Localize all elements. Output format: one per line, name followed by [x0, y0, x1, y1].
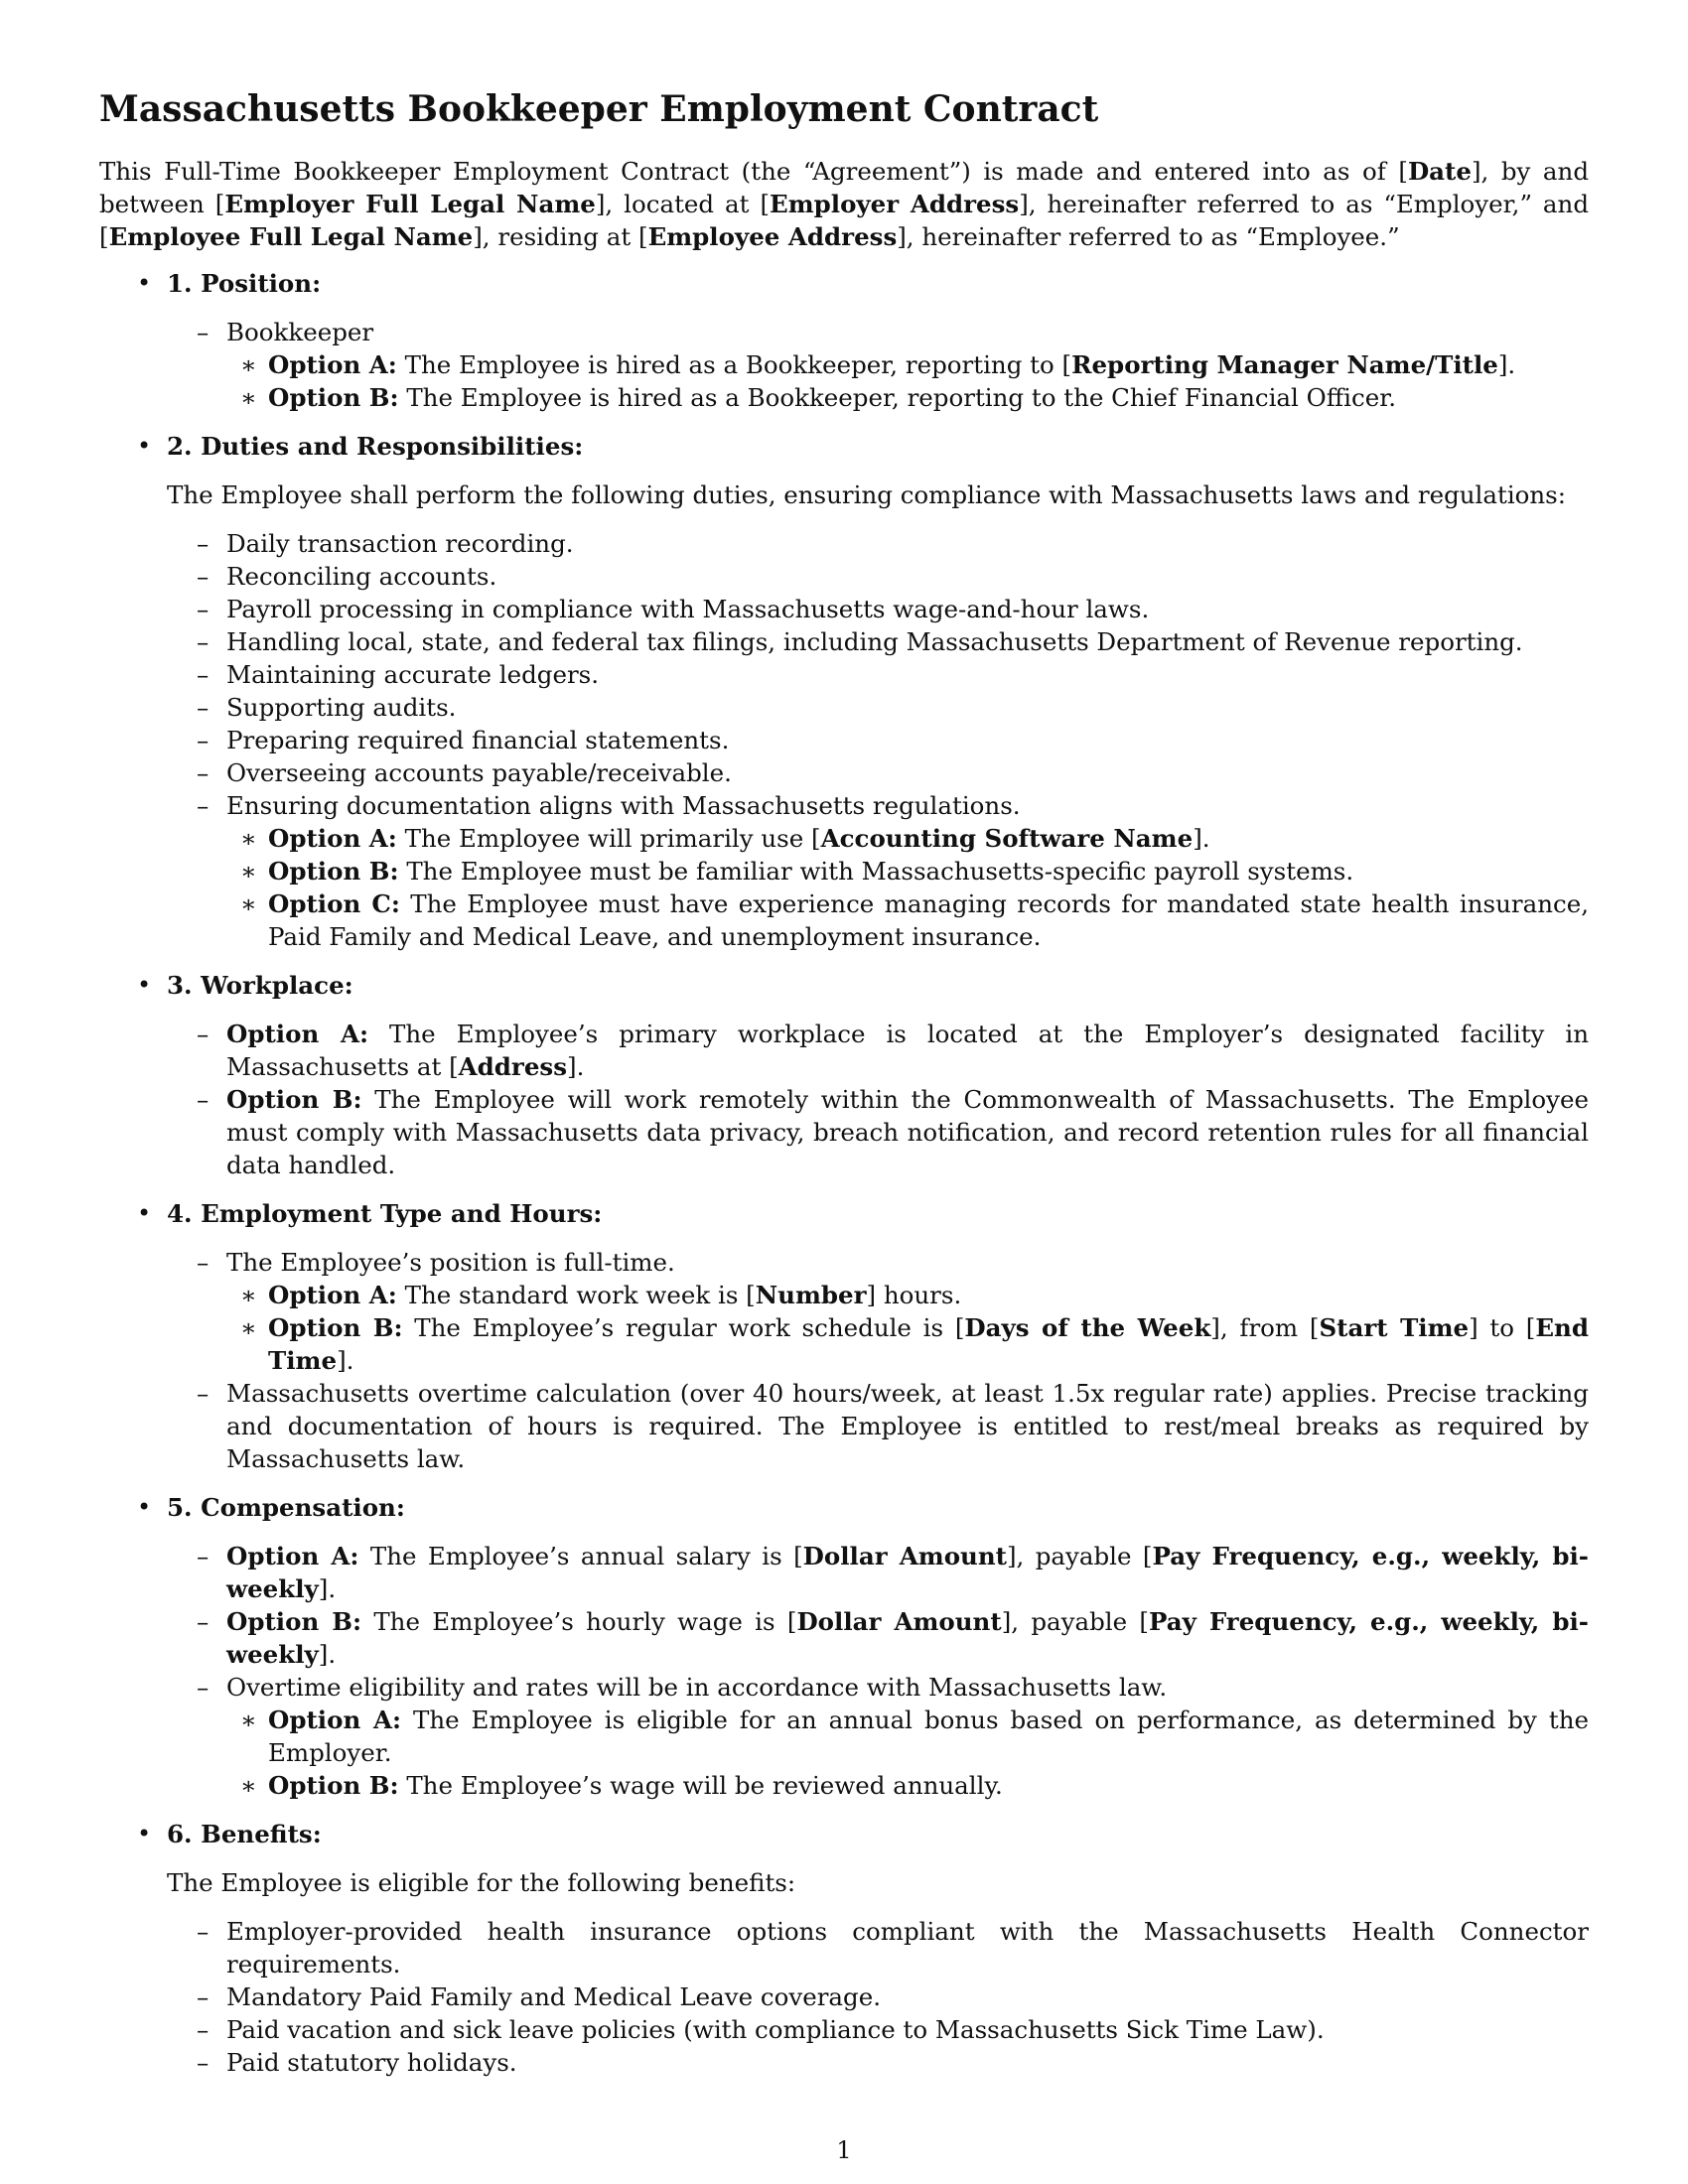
- placeholder-date: Date: [1407, 157, 1472, 186]
- option-label: Option A:: [268, 824, 397, 853]
- option-item: [165, 1540, 1589, 1605]
- section-workplace: [99, 969, 1589, 1181]
- list-item: – Handling local, state, and federal tax filings, including Massachusetts Department of Revenue reporting.: [165, 625, 1589, 658]
- option-text: The Employee’s primary workplace is located at the Employer’s designated facility in Massachusetts at [: [226, 1020, 1589, 1081]
- option-item: [216, 855, 1589, 887]
- option-label: Option B:: [226, 1607, 362, 1636]
- section-benefits: [99, 1818, 1589, 2079]
- intro-text: ], located at [: [595, 190, 771, 218]
- option-item: [216, 822, 1589, 855]
- section-title: • 2. Duties and Responsibilities:: [167, 432, 584, 461]
- option-text: The Employee must have experience managing records for mandated state health insurance, Paid Family and Medical Leave, and unemployment insurance.: [268, 889, 1589, 951]
- option-item: [216, 1704, 1589, 1769]
- list-item: – Payroll processing in compliance with Massachusetts wage-and-hour laws.: [165, 593, 1589, 625]
- sections-list: [99, 267, 1589, 2079]
- option-item: [216, 887, 1589, 953]
- option-item: [216, 1279, 1589, 1311]
- option-item: [165, 1605, 1589, 1671]
- option-label: Option B:: [226, 1085, 362, 1114]
- section-title: • 5. Compensation:: [167, 1493, 405, 1522]
- option-text: The Employee must be familiar with Massachusetts-specific payroll systems.: [398, 857, 1354, 886]
- placeholder-number: Number: [755, 1281, 867, 1309]
- list-item: – Mandatory Paid Family and Medical Leave coverage.: [165, 1980, 1589, 2013]
- option-text: The standard work week is [: [396, 1281, 756, 1309]
- option-text: The Employee’s regular work schedule is [: [402, 1313, 965, 1342]
- intro-text: ], hereinafter referred to as “Employee.”: [897, 222, 1400, 251]
- item-text: Overtime eligibility and rates will be in accordance with Massachusetts law.: [226, 1673, 1168, 1702]
- item-text: The Employee’s position is full-time.: [226, 1248, 675, 1277]
- page-number: 1: [836, 2136, 852, 2164]
- option-item: [216, 1769, 1589, 1802]
- list-item: [165, 789, 1589, 953]
- placeholder-employer-address: Employer Address: [770, 190, 1020, 218]
- document-title: Massachusetts Bookkeeper Employment Contract: [99, 88, 1099, 130]
- list-item: – Overseeing accounts payable/receivable.: [165, 756, 1589, 789]
- placeholder-employer-name: Employer Full Legal Name: [224, 190, 596, 218]
- option-text: ], payable [: [1001, 1607, 1149, 1636]
- option-label: Option A:: [226, 1020, 369, 1048]
- option-text: ].: [1497, 350, 1516, 379]
- list-item: [165, 316, 1589, 414]
- option-label: Option A:: [268, 350, 397, 379]
- option-item: [216, 381, 1589, 414]
- option-item: [165, 1018, 1589, 1083]
- item-text: Bookkeeper: [226, 318, 374, 346]
- option-text: ].: [337, 1346, 354, 1375]
- list-item: – Employer-provided health insurance options compliant with the Massachusetts Health Connector requirements.: [165, 1915, 1589, 1980]
- intro-paragraph: [99, 155, 1589, 253]
- option-label: Option B:: [268, 1771, 399, 1800]
- option-text: ] to [: [1469, 1313, 1536, 1342]
- option-text: ].: [318, 1640, 337, 1669]
- placeholder-manager: Reporting Manager Name/Title: [1071, 350, 1498, 379]
- option-item: [165, 1083, 1589, 1181]
- placeholder-employee-address: Employee Address: [647, 222, 898, 251]
- option-text: The Employee’s wage will be reviewed annually.: [398, 1771, 1003, 1800]
- option-text: ].: [1193, 824, 1210, 853]
- section-lead: The Employee shall perform the following duties, ensuring compliance with Massachusetts laws and regulations:: [167, 480, 1567, 509]
- option-item: [216, 1311, 1589, 1377]
- section-title: • 6. Benefits:: [167, 1820, 322, 1848]
- option-text: The Employee is hired as a Bookkeeper, reporting to the Chief Financial Officer.: [398, 383, 1397, 412]
- option-label: Option B:: [268, 1313, 403, 1342]
- intro-text: This Full-Time Bookkeeper Employment Contract (the “Agreement”) is made and entered into as of [: [99, 157, 1408, 186]
- intro-text: ], by and between [: [99, 157, 1589, 218]
- section-title: • 4. Employment Type and Hours:: [167, 1199, 603, 1228]
- placeholder-start-time: Start Time: [1319, 1313, 1470, 1342]
- section-title: • 3. Workplace:: [167, 971, 353, 1000]
- section-compensation: [99, 1491, 1589, 1802]
- list-item: – Paid vacation and sick leave policies (with compliance to Massachusetts Sick Time Law).: [165, 2013, 1589, 2046]
- option-text: The Employee will work remotely within the Commonwealth of Massachusetts. The Employee must comply with Massachusetts data privacy, breach notification, and record retention rules for all financial data handled.: [226, 1085, 1589, 1179]
- section-employment-type: [99, 1197, 1589, 1475]
- list-item: – Paid statutory holidays.: [165, 2046, 1589, 2079]
- list-item: [165, 1671, 1589, 1802]
- option-text: The Employee will primarily use [: [396, 824, 821, 853]
- placeholder-dollar-amount: Dollar Amount: [796, 1607, 1002, 1636]
- option-label: Option B:: [268, 857, 399, 886]
- placeholder-dollar-amount: Dollar Amount: [802, 1542, 1007, 1570]
- placeholder-end-time: End Time: [268, 1313, 1589, 1375]
- item-text: Ensuring documentation aligns with Massachusetts regulations.: [226, 791, 1021, 820]
- option-text: The Employee’s hourly wage is [: [361, 1607, 797, 1636]
- list-item: [165, 1246, 1589, 1377]
- list-item: – Maintaining accurate ledgers.: [165, 658, 1589, 691]
- option-text: ] hours.: [866, 1281, 962, 1309]
- list-item: – Daily transaction recording.: [165, 527, 1589, 560]
- option-item: [216, 348, 1589, 381]
- placeholder-employee-name: Employee Full Legal Name: [108, 222, 474, 251]
- list-item: – Supporting audits.: [165, 691, 1589, 724]
- option-text: ].: [318, 1574, 337, 1603]
- placeholder-pay-frequency: Pay Frequency, e.g., weekly, bi-weekly: [226, 1607, 1589, 1669]
- list-item: – Preparing required financial statements.: [165, 724, 1589, 756]
- section-title: • 1. Position:: [167, 269, 322, 298]
- placeholder-days: Days of the Week: [964, 1313, 1211, 1342]
- placeholder-software: Accounting Software Name: [820, 824, 1194, 853]
- option-text: ], from [: [1210, 1313, 1320, 1342]
- option-text: ], payable [: [1007, 1542, 1153, 1570]
- intro-text: ], residing at [: [473, 222, 648, 251]
- placeholder-pay-frequency: Pay Frequency, e.g., weekly, bi-weekly: [226, 1542, 1589, 1603]
- option-text: ].: [567, 1052, 585, 1081]
- section-position: [99, 267, 1589, 414]
- document-page: [99, 85, 1589, 2095]
- option-label: Option A:: [268, 1706, 402, 1734]
- option-label: Option B:: [268, 383, 399, 412]
- placeholder-address: Address: [458, 1052, 568, 1081]
- option-text: The Employee’s annual salary is [: [358, 1542, 803, 1570]
- section-lead: The Employee is eligible for the following benefits:: [167, 1868, 796, 1897]
- option-text: The Employee is eligible for an annual bonus based on performance, as determined by the Employer.: [268, 1706, 1589, 1767]
- list-item: – Massachusetts overtime calculation (over 40 hours/week, at least 1.5x regular rate) applies. Precise tracking and documentation of hours is required. The Employee is entitled to rest/meal breaks as required by Massachusetts law.: [165, 1377, 1589, 1475]
- list-item: – Reconciling accounts.: [165, 560, 1589, 593]
- option-label: Option A:: [226, 1542, 359, 1570]
- section-duties: [99, 430, 1589, 953]
- option-label: Option A:: [268, 1281, 397, 1309]
- option-text: The Employee is hired as a Bookkeeper, reporting to [: [396, 350, 1072, 379]
- option-label: Option C:: [268, 889, 400, 918]
- intro-text: ], hereinafter referred to as “Employer,” and [: [99, 190, 1589, 251]
